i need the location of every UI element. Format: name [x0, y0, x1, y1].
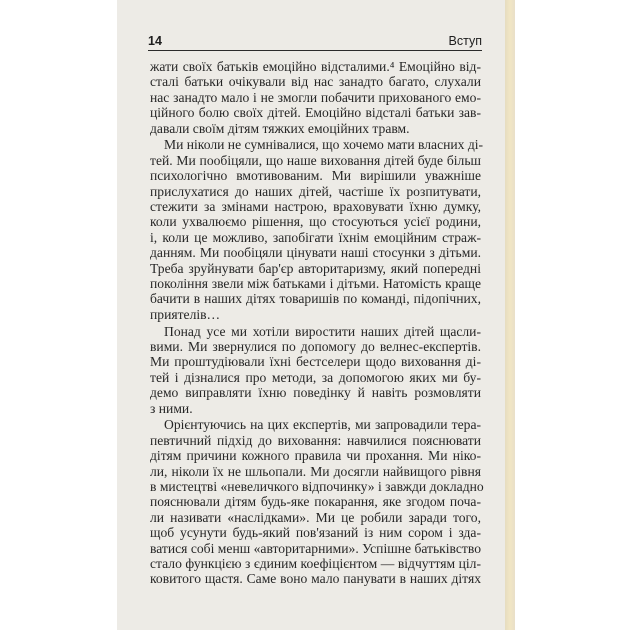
text-line: щоб усунути будь-який пов'язаний із ним сором і зда- [150, 525, 481, 541]
text-line: дітям причини кожного правила чи прохання. Ми ніко- [150, 448, 481, 464]
section-title: Вступ [448, 34, 482, 48]
text-line: демо виправляти їхню поведінку й навіть розмовляти [150, 385, 481, 401]
text-line: стежити за змінами настрою, враховувати їхню думку, [150, 199, 481, 215]
text-line: данням. Ми пообіцяли цінувати наші стосунки з дітьми. [150, 245, 481, 261]
text-line: тей. Ми пообіцяли, що наше виховання дітей буде більш [150, 152, 481, 168]
text-line: Ми проштудіювали їхні бестселери щодо виховання ді- [150, 354, 481, 370]
text-line: стало функцією з єдиним коефіцієнтом — відчуттям ціл- [150, 556, 481, 571]
paragraph [150, 324, 481, 416]
text-line: ли називати «наслідками». Ми це робили заради того, [150, 509, 481, 525]
text-line: ватися собі менш «авторитарними». Успішне батьківство [150, 540, 481, 556]
text-line: психологічно вмотивованим. Ми вирішили уважніше [150, 168, 481, 184]
paragraph [150, 59, 481, 136]
text-line: з ними. [150, 400, 193, 416]
text-line: певтичний підхід до виховання: навчилися пояснювати [150, 432, 481, 448]
paragraph [150, 417, 484, 587]
text-line: прислухатися до наших дітей, частіше їх розпитувати, [150, 183, 481, 199]
text-line: ли, ніколи їх не шльопали. Ми досягли найвищого рівня [150, 463, 481, 479]
text-line: давали своїм дітям тяжких емоційних травм. [150, 120, 410, 136]
paragraph [150, 137, 484, 322]
text-line: ційного болю своїх дітей. Емоційно відсталі батьки зав- [150, 105, 481, 121]
running-header [148, 34, 482, 51]
text-line: в мистецтві «невеличкого відпочинку» і завжди докладно [150, 479, 484, 495]
text-line: Треба зруйнувати бар'єр авторитаризму, який попередні [150, 260, 481, 276]
page-number: 14 [148, 34, 162, 48]
text-line: приятелів… [150, 306, 221, 322]
text-line: вими. Ми звернулися по допомогу до велнес-експертів. [150, 339, 481, 355]
text-line: сталі батьки очікували від нас занадто багато, слухали [150, 74, 481, 90]
body-text [150, 59, 484, 588]
text-line: покоління звели між батьками і дітьми. Натомість краще [150, 275, 481, 291]
text-line: Понад усе ми хотіли виростити наших дітей щасли- [164, 323, 481, 339]
text-line: пояснювали дітям будь-яке покарання, яке згодом поча- [150, 494, 481, 510]
text-line: Ми ніколи не сумнівалися, що хочемо мати власних ді- [164, 137, 484, 153]
text-line: тей і дізналися про методи, за допомогою яких ми бу- [150, 369, 481, 385]
text-line: жати своїх батьків емоційно відсталими.⁴ Емоційно від- [150, 59, 481, 74]
page-edge [505, 0, 515, 630]
text-line: і, коли це можливо, запобігати їхнім емоційним страж- [150, 229, 481, 245]
text-line: нас занадто мало і не змогли побачити прихованого емо- [150, 89, 481, 105]
text-line: ковитого щастя. Саме воно мало панувати в наших дітях [150, 571, 481, 587]
text-line: бачити в наших дітях товаришів по команді, підопічних, [150, 291, 481, 307]
text-line: коли ухвалюємо рішення, що стосуються усієї родини, [150, 214, 481, 230]
text-line: Орієнтуючись на цих експертів, ми запровадили тера- [164, 417, 481, 433]
